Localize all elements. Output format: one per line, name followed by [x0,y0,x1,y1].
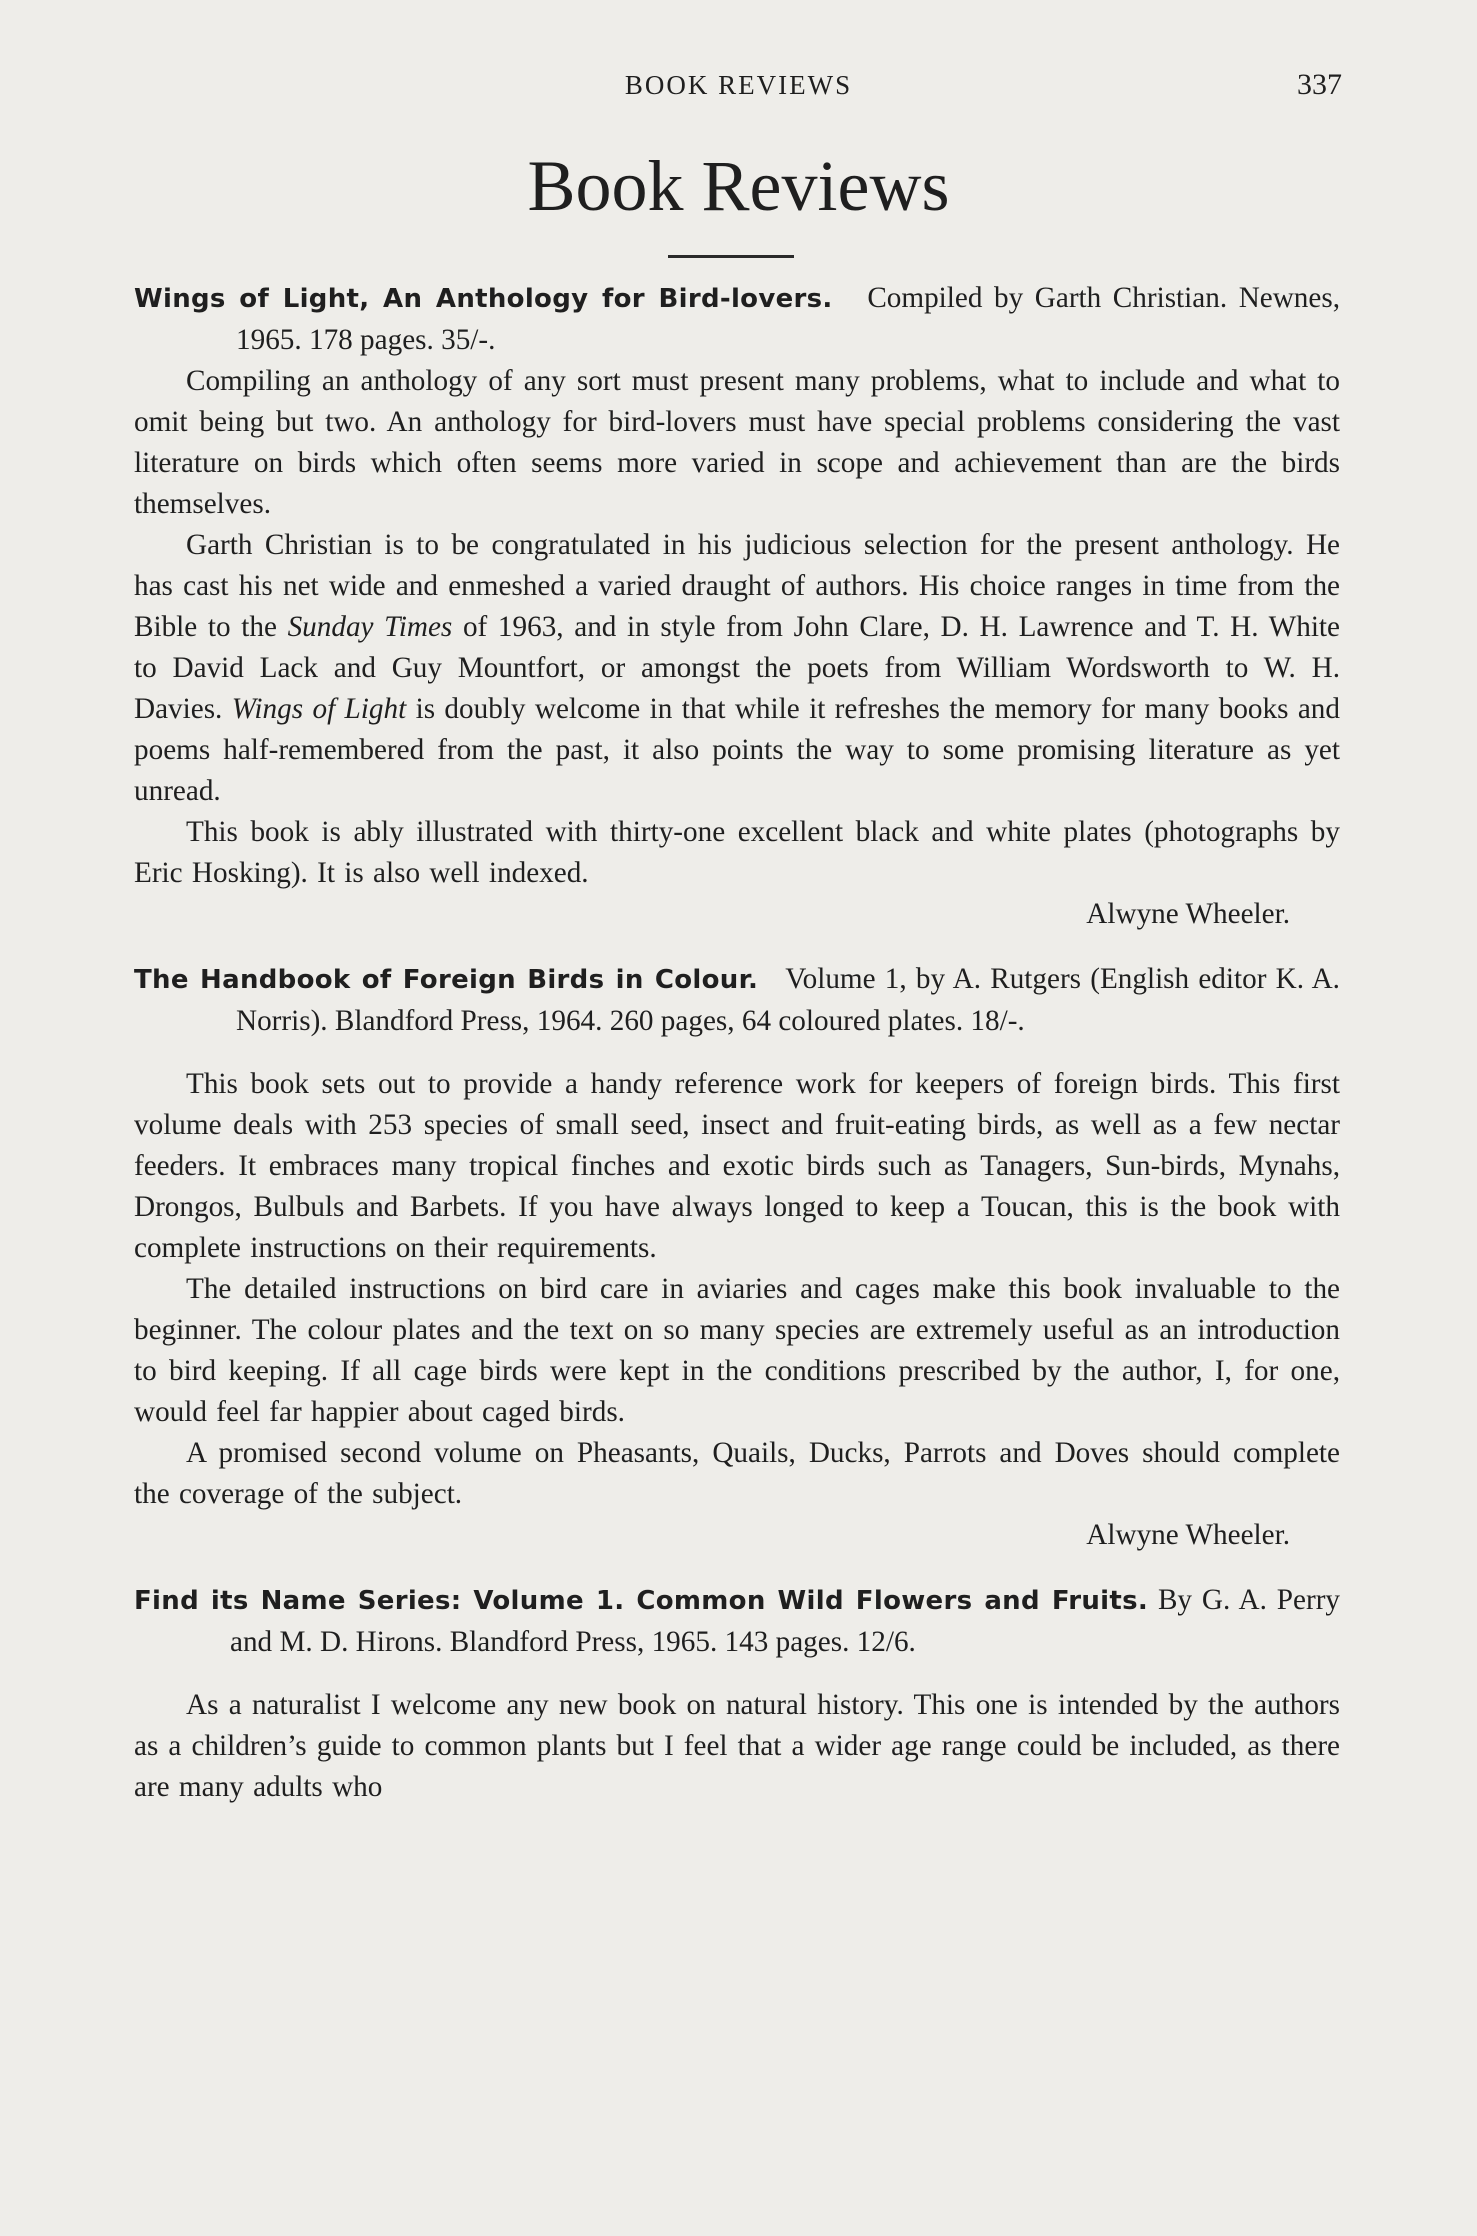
review-heading [134,278,1340,361]
review-1 [134,278,1340,935]
book-details: By G. A. Perry and M. D. Hirons. Blandford Press, 1965. 143 pages. 12/6. [230,1584,1341,1658]
review-paragraph: This book is ably illustrated with thirty-one excellent black and white plates (photographs by Eric Hosking). It is also well indexed. [134,816,1340,889]
running-head: BOOK REVIEWS [624,70,853,100]
review-paragraph: As a naturalist I welcome any new book on natural history. This one is intended by the authors as a children’s guide to common plants but I feel that a wider age range could be included, as there are many adults who [134,1689,1340,1803]
reviewer-signature: Alwyne Wheeler. [1086,1519,1290,1551]
title-rule [668,255,794,258]
italic-title: Wings of Light [231,693,407,725]
review-paragraph [134,525,1340,812]
italic-title: Sunday Times [287,611,453,643]
review-heading [134,959,1340,1042]
text-run: is doubly welcome in that while it refreshes the memory for many books and poems half-remembered from the past, it also points the way to some promising literature as yet unread. [134,693,1340,807]
review-paragraph: The detailed instructions on bird care in aviaries and cages make this book invaluable to the beginner. The colour plates and the text on so many species are extremely useful as an introduction to bird keeping. If all cage birds were kept in the conditions prescribed by the author, I, for one, would feel far happier about caged birds. [134,1273,1340,1428]
book-title: The Handbook of Foreign Birds in Colour. [134,965,759,995]
book-details: Compiled by Garth Christian. Newnes, 1965. 178 pages. 35/-. [236,282,1341,356]
book-details: Volume 1, by A. Rutgers (English editor K. A. Norris). Blandford Press, 1964. 260 pages, 64 coloured plates. 18/-. [236,963,1340,1037]
review-3 [134,1580,1340,1808]
text-run: of 1963, and in style from John Clare, D. H. Lawrence and T. H. White to David Lack and Guy Mountfort, or amongst the poets from William Wordsworth to W. H. Davies. [134,611,1340,725]
text-run: Garth Christian is to be congratulated in his judicious selection for the present anthology. He has cast his net wide and enmeshed a varied draught of authors. His choice ranges in time from the Bible to the [134,529,1340,643]
review-paragraph: This book sets out to provide a handy reference work for keepers of foreign birds. This first volume deals with 253 species of small seed, insect and fruit-eating birds, as well as a few nectar feeders. It embraces many tropical finches and exotic birds such as Tanagers, Sun-birds, Mynahs, Drongos, Bulbuls and Barbets. If you have always longed to keep a Toucan, this is the book with complete instructions on their requirements. [134,1068,1340,1264]
review-paragraph: A promised second volume on Pheasants, Quails, Ducks, Parrots and Doves should complete the coverage of the subject. [134,1437,1340,1510]
review-paragraph: Compiling an anthology of any sort must present many problems, what to include and what to omit being but two. An anthology for bird-lovers must have special problems considering the vast literature on birds which often seems more varied in scope and achievement than are the birds themselves. [134,365,1340,520]
page-number: 337 [1297,68,1342,101]
reviewer-signature: Alwyne Wheeler. [1086,898,1290,930]
review-heading [134,1580,1340,1663]
book-title: Wings of Light, An Anthology for Bird-lovers. [134,284,833,314]
page-title: Book Reviews [527,146,950,226]
review-column [134,278,1340,1808]
review-2 [134,959,1340,1556]
book-title: Find its Name Series: Volume 1. Common Wild Flowers and Fruits. [134,1586,1149,1616]
